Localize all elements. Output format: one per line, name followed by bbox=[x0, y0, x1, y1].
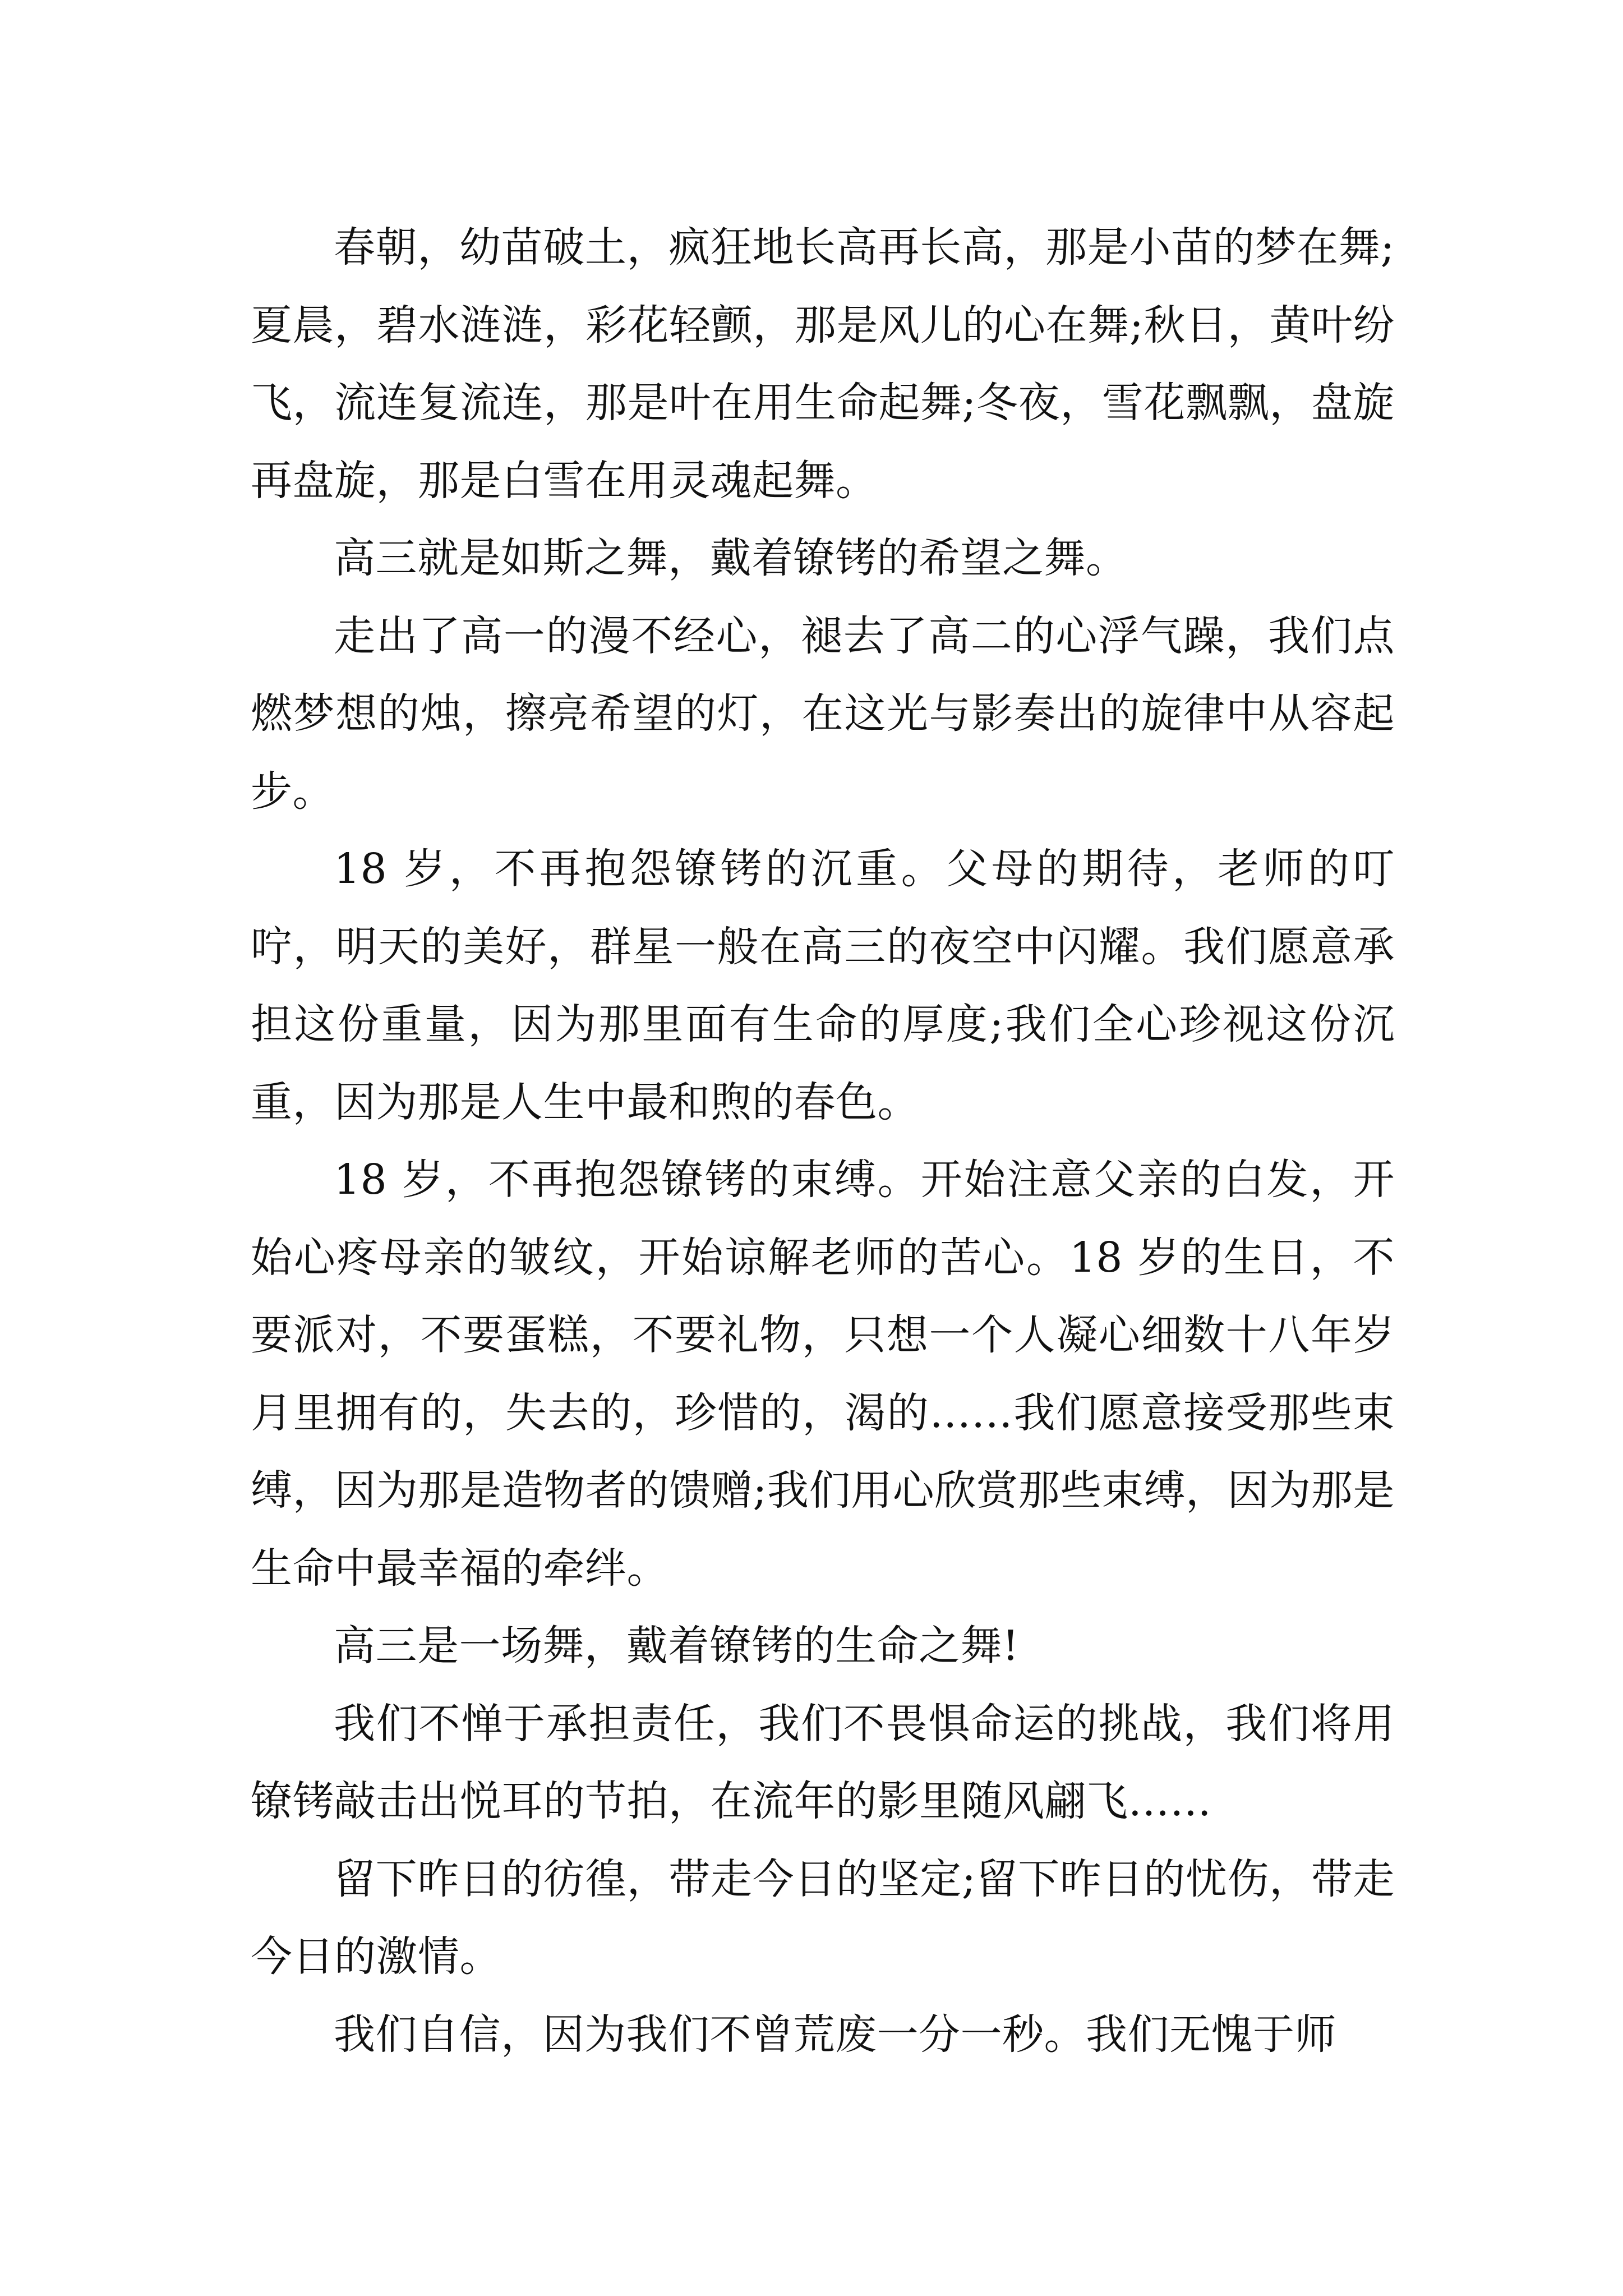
paragraph-responsibility: 我们不惮于承担责任，我们不畏惧命运的挑战，我们将用镣铐敲击出悦耳的节拍，在流年的影里随风翩飞…… bbox=[251, 1699, 1395, 1825]
paragraph-start-step: 走出了高一的漫不经心，褪去了高二的心浮气躁，我们点燃梦想的烛，擦亮希望的灯，在这光与影奏出的旋律中从容起步。 bbox=[251, 611, 1395, 816]
paragraph-seasons-dance: 春朝，幼苗破土，疯狂地长高再长高，那是小苗的梦在舞;夏晨，碧水涟涟，彩花轻颤，那是风儿的心在舞;秋日，黄叶纷飞，流连复流连，那是叶在用生命起舞;冬夜，雪花飘飘，盘旋再盘旋，那是白雪在用灵魂起舞。 bbox=[251, 223, 1395, 505]
paragraph-hope-dance: 高三就是如斯之舞，戴着镣铐的希望之舞。 bbox=[334, 534, 1128, 582]
paragraph-confidence: 我们自信，因为我们不曾荒废一分一秒。我们无愧于师 bbox=[334, 2010, 1336, 2059]
paragraph-life-dance: 高三是一场舞，戴着镣铐的生命之舞! bbox=[334, 1622, 1020, 1670]
body-text bbox=[251, 209, 1395, 2073]
paragraph-leave-behind: 留下昨日的彷徨，带走今日的坚定;留下昨日的忧伤，带走今日的激情。 bbox=[251, 1855, 1395, 1981]
paragraph-weight: 18 岁，不再抱怨镣铐的沉重。父母的期待，老师的叮咛，明天的美好，群星一般在高三的夜空中闪耀。我们愿意承担这份重量，因为那里面有生命的厚度;我们全心珍视这份沉重，因为那是人生中最和煦的春色。 bbox=[251, 845, 1395, 1126]
paragraph-bonds: 18 岁，不再抱怨镣铐的束缚。开始注意父亲的白发，开始心疼母亲的皱纹，开始谅解老师的苦心。18 岁的生日，不要派对，不要蛋糕，不要礼物，只想一个人凝心细数十八年岁月里拥有的，失去的，珍惜的，渴的……我们愿意接受那些束缚，因为那是造物者的馈赠;我们用心欣赏那些束缚，因为那是生命中最幸福的牵绊。 bbox=[251, 1156, 1395, 1593]
